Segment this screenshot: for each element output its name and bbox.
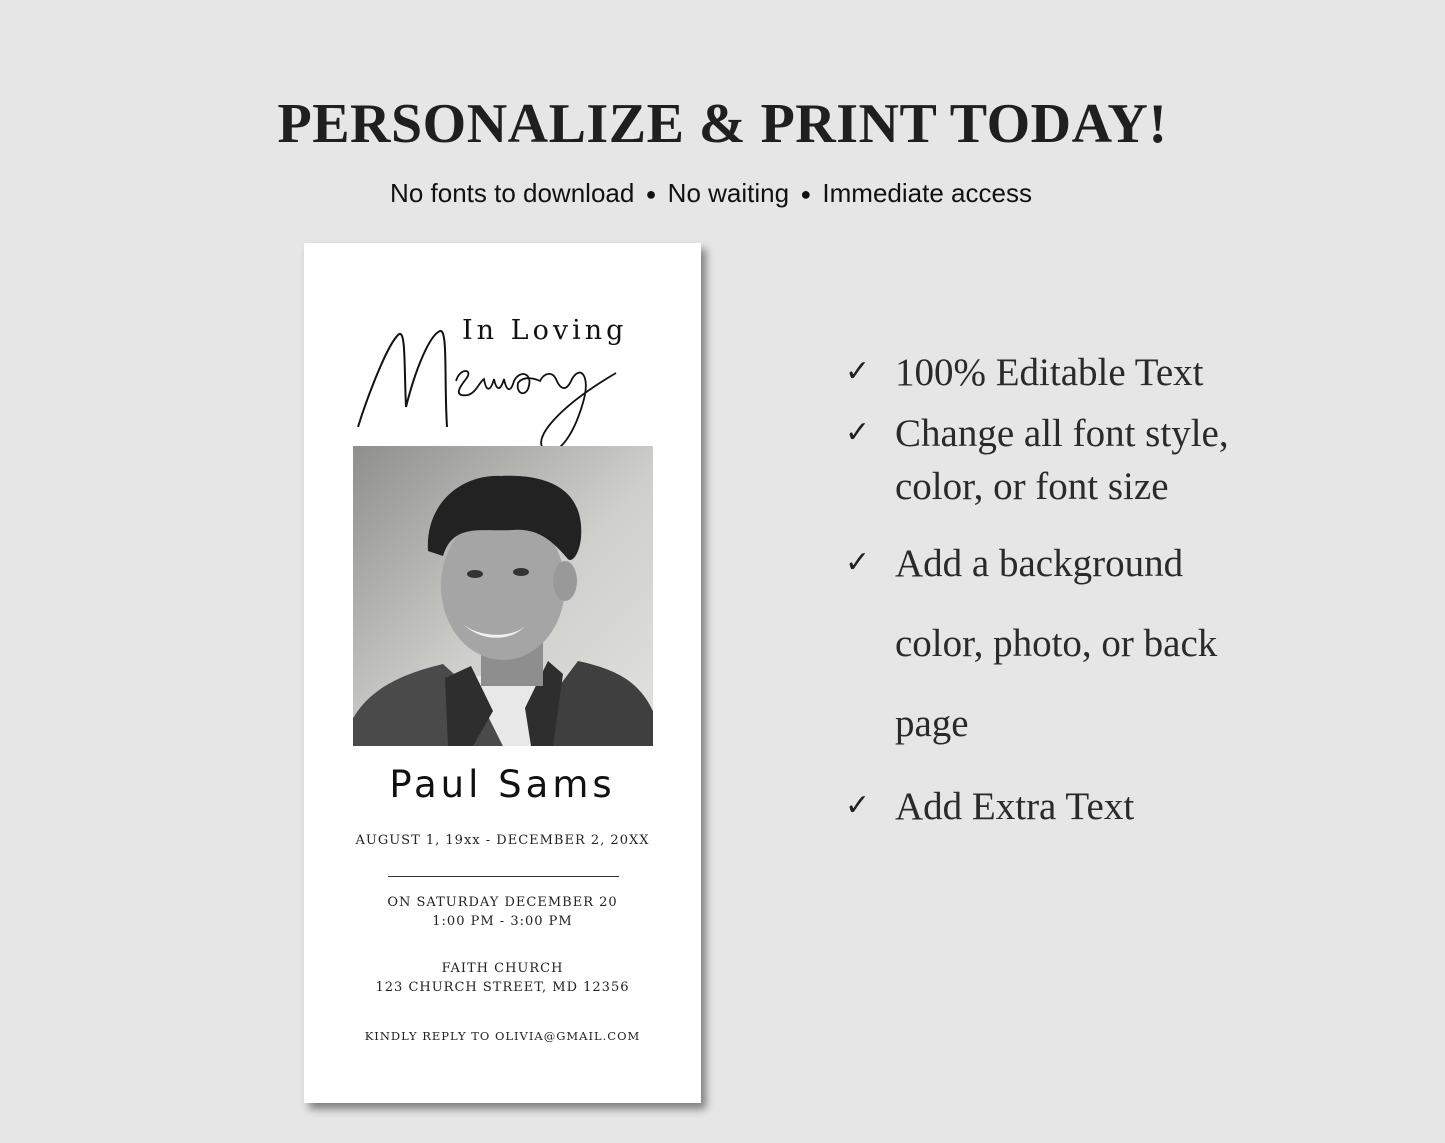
benefit-immediate-access: Immediate access: [822, 178, 1032, 208]
feature-text: page: [895, 702, 969, 745]
feature-text: Add a background: [895, 542, 1184, 585]
checkmark-icon: ✓: [845, 788, 871, 823]
bullet-separator: ●: [800, 184, 812, 204]
divider-line: [388, 876, 619, 877]
venue-name: FAITH CHURCH: [441, 961, 564, 976]
benefit-no-fonts: No fonts to download: [390, 178, 635, 208]
checkmark-icon: ✓: [845, 545, 871, 580]
deceased-name: Paul Sams: [389, 763, 616, 806]
service-day: ON SATURDAY DECEMBER 20: [387, 895, 618, 910]
life-dates: AUGUST 1, 19xx - DECEMBER 2, 20XX: [355, 833, 650, 848]
headline: PERSONALIZE & PRINT TODAY!: [277, 93, 1168, 155]
feature-text: color, or font size: [895, 465, 1169, 508]
feature-text: 100% Editable Text: [895, 351, 1204, 394]
benefits-line: [0, 178, 1422, 209]
checkmark-icon: ✓: [845, 354, 871, 389]
portrait-illustration: [353, 446, 653, 746]
portrait-photo: [353, 446, 653, 746]
venue-address: 123 CHURCH STREET, MD 12356: [375, 980, 630, 995]
bullet-separator: ●: [645, 184, 657, 204]
in-loving-text: In Loving: [462, 315, 628, 346]
memorial-card-preview: [304, 243, 701, 1103]
feature-text: color, photo, or back: [895, 622, 1218, 665]
memory-script-lettering: [348, 309, 628, 459]
feature-text: Add Extra Text: [895, 785, 1135, 828]
benefit-no-waiting: No waiting: [667, 178, 790, 208]
checkmark-icon: ✓: [845, 415, 871, 450]
rsvp-line: KINDLY REPLY TO OLIVIA@GMAIL.COM: [364, 1029, 641, 1043]
feature-text: Change all font style,: [895, 412, 1229, 455]
service-time: 1:00 PM - 3:00 PM: [432, 914, 573, 929]
